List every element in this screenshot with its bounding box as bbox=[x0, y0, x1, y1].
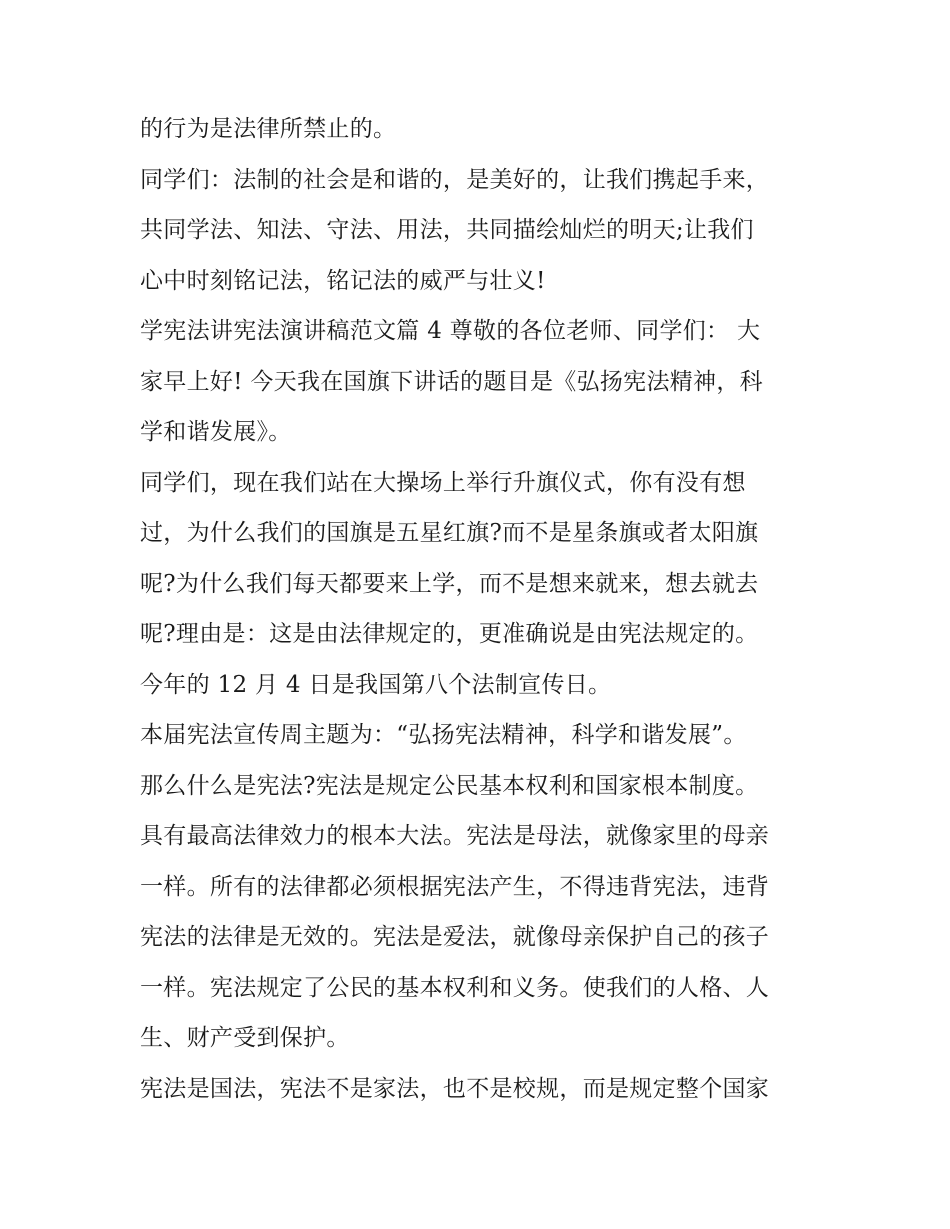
text-line: 宪法是国法，宪法不是家法，也不是校规，而是规定整个国家 bbox=[140, 1075, 770, 1102]
text-line: 宪法的法律是无效的。宪法是爱法，就像母亲保护自己的孩子 bbox=[140, 924, 770, 950]
body-text bbox=[140, 104, 820, 1114]
text-line: 呢?为什么我们每天都要来上学，而不是想来就来，想去就去 bbox=[140, 570, 759, 597]
text-line: 一样。宪法规定了公民的基本权利和义务。使我们的人格、人 bbox=[140, 974, 770, 1001]
text-line: 学宪法讲宪法演讲稿范文篇 4 尊敬的各位老师、同学们： 大 bbox=[140, 318, 761, 344]
text-line: 本届宪法宣传周主题为：“弘扬宪法精神，科学和谐发展”。 bbox=[140, 722, 747, 748]
text-line: 的行为是法律所禁止的。 bbox=[140, 116, 397, 142]
text-line: 过，为什么我们的国旗是五星红旗?而不是星条旗或者太阳旗 bbox=[140, 520, 759, 546]
text-line: 同学们：法制的社会是和谐的，是美好的，让我们携起手来， bbox=[140, 166, 770, 193]
text-line: 生、财产受到保护。 bbox=[140, 1025, 350, 1051]
text-line: 今年的 12 月 4 日是我国第八个法制宣传日。 bbox=[140, 671, 612, 698]
text-line: 共同学法、知法、守法、用法，共同描绘灿烂的明天;让我们 bbox=[140, 217, 754, 243]
text-line: 学和谐发展》。 bbox=[140, 419, 292, 445]
text-line: 那么什么是宪法?宪法是规定公民基本权利和国家根本制度。 bbox=[140, 772, 759, 799]
text-line: 具有最高法律效力的根本大法。宪法是母法，就像家里的母亲 bbox=[140, 823, 770, 849]
text-line: 心中时刻铭记法，铭记法的威严与壮义! bbox=[140, 267, 546, 294]
text-line: 一样。所有的法律都必须根据宪法产生，不得违背宪法，违背 bbox=[140, 873, 770, 900]
text-line: 家早上好! 今天我在国旗下讲话的题目是《弘扬宪法精神，科 bbox=[140, 368, 763, 395]
text-line: 呢?理由是：这是由法律规定的，更准确说是由宪法规定的。 bbox=[140, 621, 759, 647]
text-line: 同学们，现在我们站在大操场上举行升旗仪式，你有没有想 bbox=[140, 469, 746, 496]
